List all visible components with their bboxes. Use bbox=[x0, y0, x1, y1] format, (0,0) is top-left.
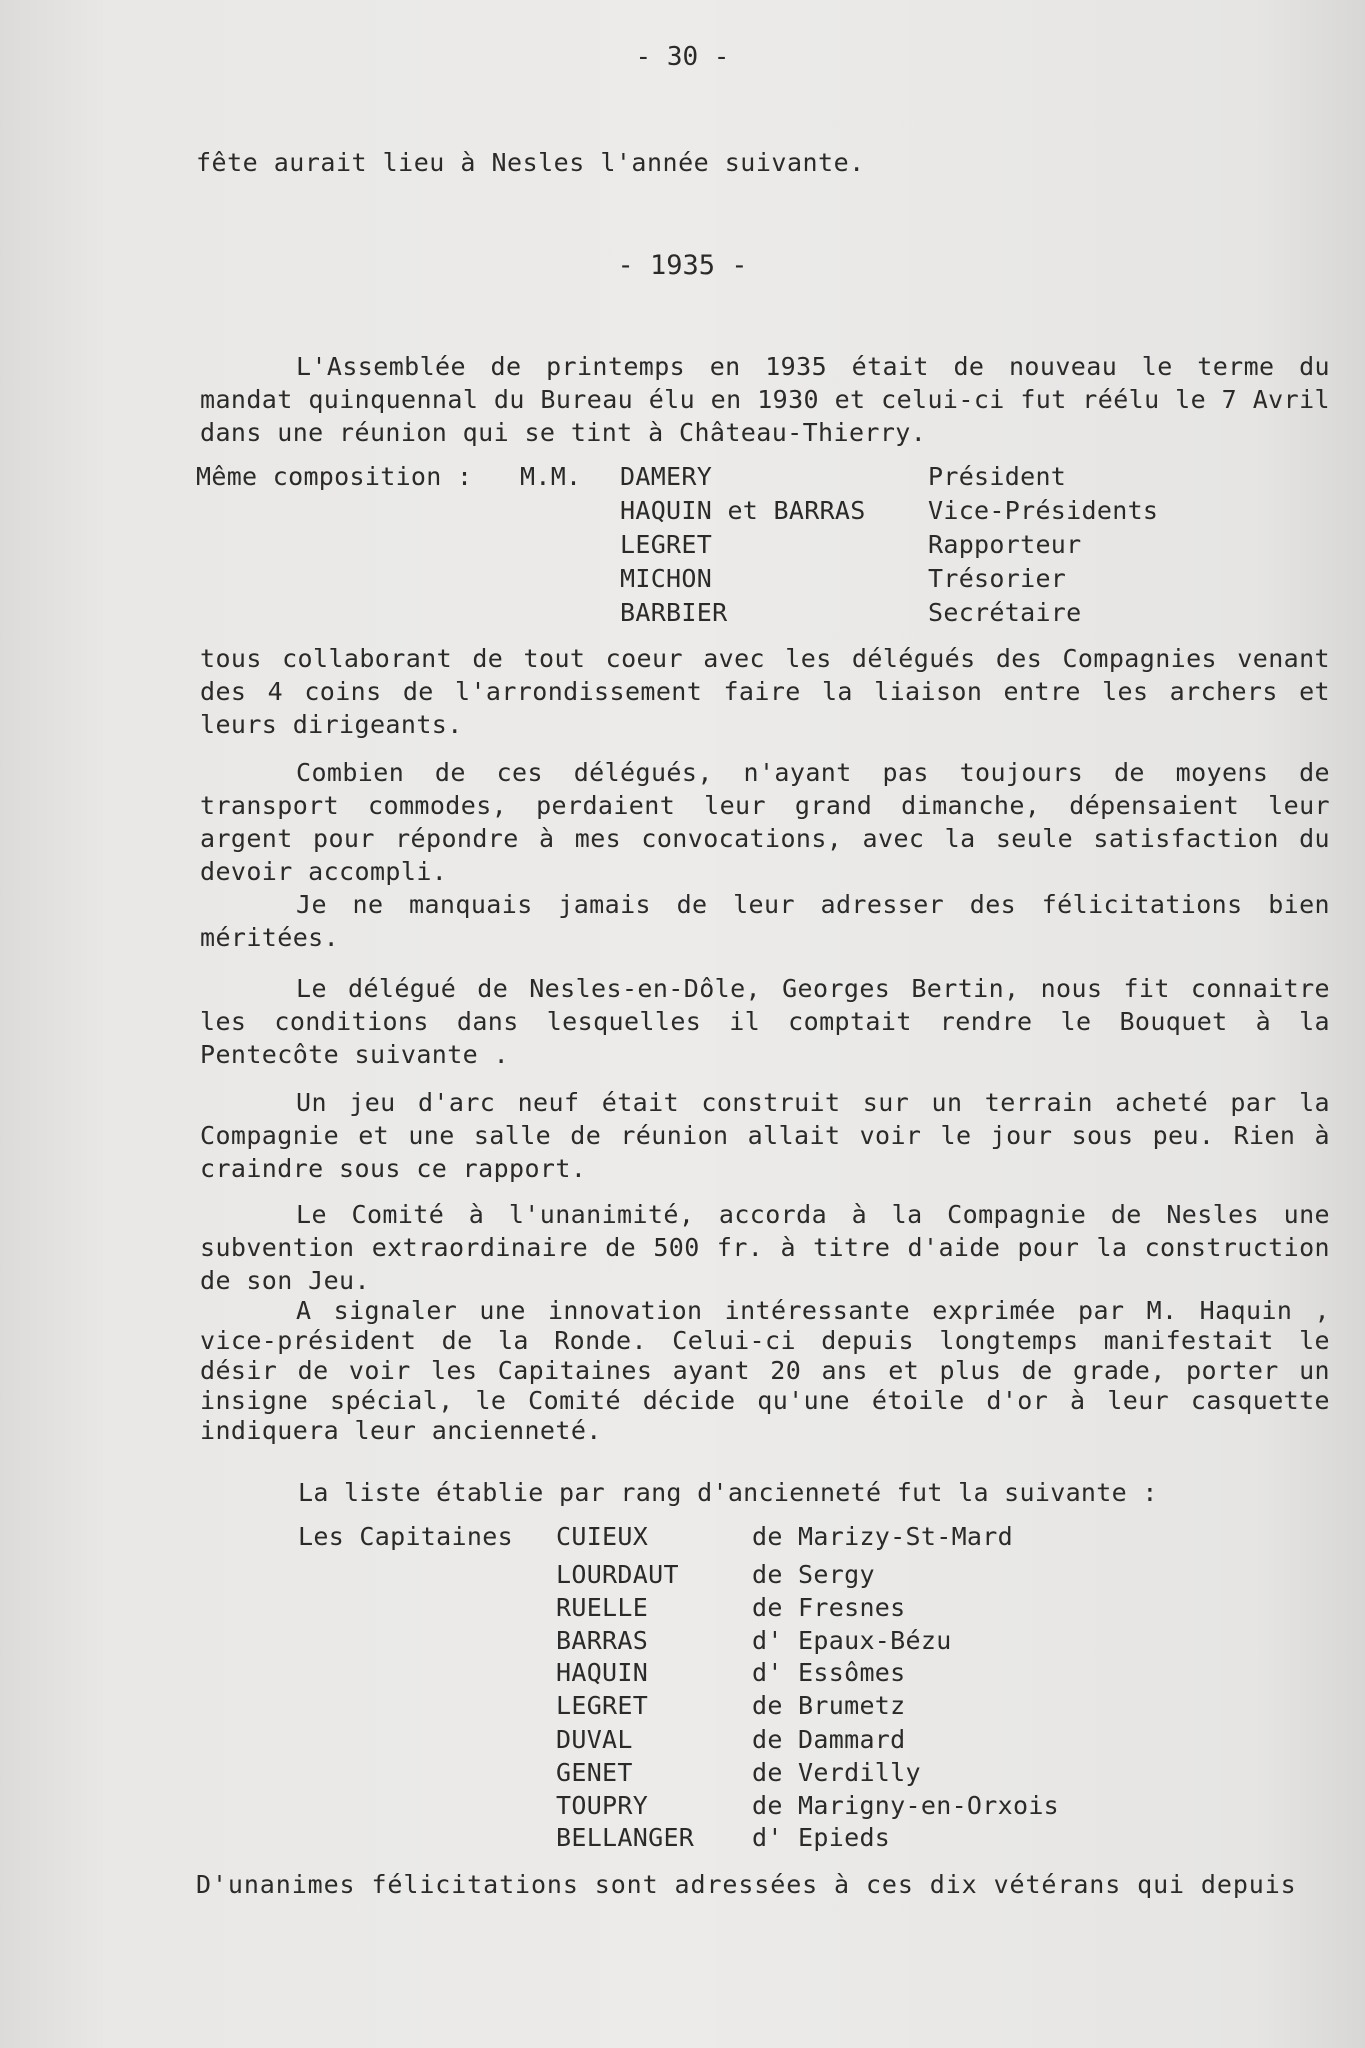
paragraph-2: tous collaborant de tout coeur avec les délégués des Compagnies venant des 4 coins de l'arrondissement faire la liaison entre les archers et leurs dirigeants. bbox=[200, 644, 1330, 739]
captain-place: de Dammard bbox=[752, 1725, 906, 1754]
bureau-name: MICHON bbox=[620, 564, 713, 593]
captain-place: de Marigny-en-Orxois bbox=[752, 1791, 1060, 1820]
composition-prefix: M.M. bbox=[520, 462, 582, 491]
paragraph-6: Un jeu d'arc neuf était construit sur un terrain acheté par la Compagnie et une salle de réunion allait voir le jour sous peu. Rien à craindre sous ce rapport. bbox=[200, 1088, 1330, 1183]
closing-line: D'unanimes félicitations sont adressées à ces dix vétérans qui depuis bbox=[196, 1870, 1297, 1899]
page-number: - 30 - bbox=[635, 42, 730, 72]
bureau-name: BARBIER bbox=[620, 598, 728, 627]
bureau-role: Président bbox=[928, 462, 1067, 491]
bureau-role: Vice-Présidents bbox=[928, 496, 1159, 525]
paragraph-5: Le délégué de Nesles-en-Dôle, Georges Bertin, nous fit connaitre les conditions dans lesquelles il comptait rendre le Bouquet à la Pentecôte suivante . bbox=[200, 974, 1330, 1069]
captain-place: de Verdilly bbox=[752, 1758, 921, 1787]
captain-place: d' Epaux-Bézu bbox=[752, 1626, 952, 1655]
paragraph-8: A signaler une innovation intéressante exprimée par M. Haquin , vice-président de la Ronde. Celui-ci depuis longtemps manifestait le désir de voir les Capitaines ayant 20 ans et plus de grade, porter un insigne spécial, le Comité décide qu'une étoile d'or à leur casquette indiquera leur ancienneté. bbox=[200, 1296, 1330, 1445]
captain-name: BELLANGER bbox=[556, 1823, 695, 1852]
captain-name: LOURDAUT bbox=[556, 1560, 679, 1589]
captain-name: TOUPRY bbox=[556, 1791, 649, 1820]
captain-place: d' Epieds bbox=[752, 1823, 891, 1852]
opening-line: fête aurait lieu à Nesles l'année suivante. bbox=[196, 148, 865, 177]
captain-name: BARRAS bbox=[556, 1626, 649, 1655]
captain-name: GENET bbox=[556, 1758, 633, 1787]
captain-place: de Marizy-St-Mard bbox=[752, 1522, 1013, 1551]
bureau-role: Trésorier bbox=[928, 564, 1067, 593]
captains-label: Les Capitaines bbox=[298, 1522, 513, 1551]
captain-place: d' Essômes bbox=[752, 1658, 906, 1687]
composition-label: Même composition : bbox=[196, 462, 473, 491]
paragraph-1: L'Assemblée de printemps en 1935 était de nouveau le terme du mandat quinquennal du Bureau élu en 1930 et celui-ci fut réélu le 7 Avril dans une réunion qui se tint à Château-Thierry. bbox=[200, 352, 1330, 447]
captain-place: de Sergy bbox=[752, 1560, 875, 1589]
bureau-role: Rapporteur bbox=[928, 530, 1082, 559]
bureau-name: LEGRET bbox=[620, 530, 713, 559]
list-intro: La liste établie par rang d'ancienneté fut la suivante : bbox=[298, 1478, 1158, 1507]
bureau-name: DAMERY bbox=[620, 462, 713, 491]
bureau-name: HAQUIN et BARRAS bbox=[620, 496, 866, 525]
captain-name: HAQUIN bbox=[556, 1658, 649, 1687]
paragraph-7: Le Comité à l'unanimité, accorda à la Compagnie de Nesles une subvention extraordinaire de 500 fr. à titre d'aide pour la construction de son Jeu. bbox=[200, 1200, 1330, 1295]
captain-name: DUVAL bbox=[556, 1725, 633, 1754]
paragraph-4: Je ne manquais jamais de leur adresser des félicitations bien méritées. bbox=[200, 890, 1330, 952]
captain-name: LEGRET bbox=[556, 1691, 649, 1720]
year-heading: - 1935 - bbox=[617, 250, 748, 281]
paragraph-3: Combien de ces délégués, n'ayant pas toujours de moyens de transport commodes, perdaient leur grand dimanche, dépensaient leur argent pour répondre à mes convocations, avec la seule satisfaction du devoir accompli. bbox=[200, 758, 1330, 886]
captain-place: de Brumetz bbox=[752, 1691, 906, 1720]
captain-place: de Fresnes bbox=[752, 1593, 906, 1622]
bureau-role: Secrétaire bbox=[928, 598, 1082, 627]
captain-name: RUELLE bbox=[556, 1593, 649, 1622]
captain-name: CUIEUX bbox=[556, 1522, 649, 1551]
